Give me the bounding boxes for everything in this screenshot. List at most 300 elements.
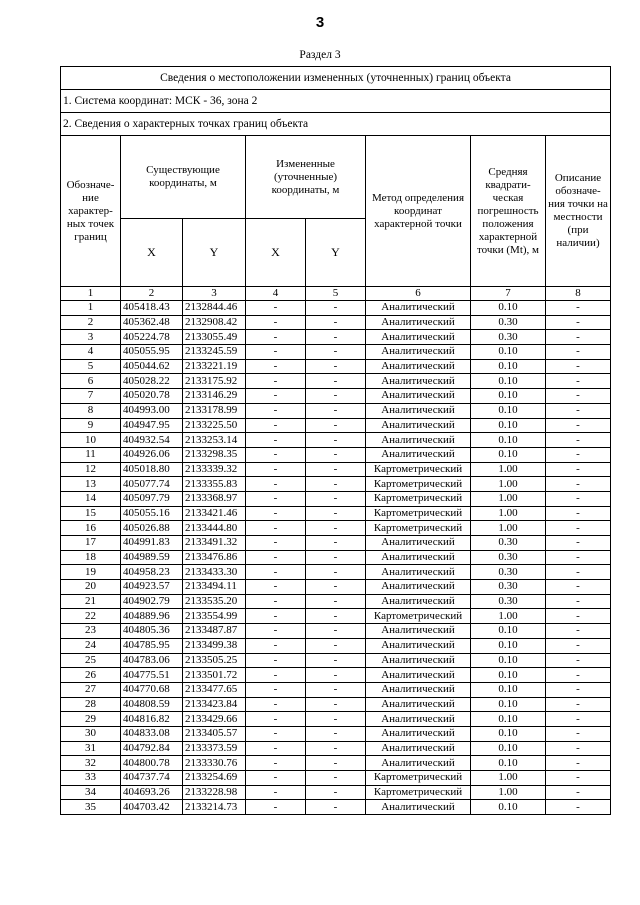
cell-description: - — [546, 521, 611, 536]
cell-point-id: 21 — [61, 594, 121, 609]
header-changed-y: Y — [306, 219, 366, 287]
cell-method: Аналитический — [366, 389, 471, 404]
cell-method: Картометрический — [366, 609, 471, 624]
cell-changed-y: - — [306, 771, 366, 786]
cell-changed-y: - — [306, 491, 366, 506]
cell-existing-x: 404932.54 — [121, 433, 183, 448]
cell-changed-y: - — [306, 447, 366, 462]
cell-changed-x: - — [246, 477, 306, 492]
boundary-points-table — [60, 66, 611, 815]
cell-changed-x: - — [246, 682, 306, 697]
cell-changed-x: - — [246, 697, 306, 712]
cell-existing-y: 2133373.59 — [183, 741, 246, 756]
cell-point-id: 20 — [61, 580, 121, 595]
cell-changed-x: - — [246, 374, 306, 389]
table-row — [61, 594, 611, 609]
cell-changed-y: - — [306, 403, 366, 418]
table-row — [61, 359, 611, 374]
cell-existing-x: 404833.08 — [121, 726, 183, 741]
cell-existing-y: 2133501.72 — [183, 668, 246, 683]
cell-existing-y: 2133421.46 — [183, 506, 246, 521]
cell-changed-y: - — [306, 756, 366, 771]
cell-changed-y: - — [306, 609, 366, 624]
column-number: 8 — [546, 287, 611, 301]
table-row — [61, 374, 611, 389]
cell-point-id: 10 — [61, 433, 121, 448]
cell-method: Аналитический — [366, 726, 471, 741]
cell-method: Аналитический — [366, 756, 471, 771]
cell-existing-y: 2133368.97 — [183, 491, 246, 506]
cell-changed-y: - — [306, 653, 366, 668]
cell-existing-y: 2133429.66 — [183, 712, 246, 727]
cell-point-id: 12 — [61, 462, 121, 477]
cell-existing-x: 405020.78 — [121, 389, 183, 404]
cell-accuracy: 0.10 — [471, 433, 546, 448]
table-row — [61, 315, 611, 330]
cell-description: - — [546, 447, 611, 462]
cell-existing-x: 404792.84 — [121, 741, 183, 756]
cell-description: - — [546, 330, 611, 345]
cell-existing-y: 2133423.84 — [183, 697, 246, 712]
cell-point-id: 15 — [61, 506, 121, 521]
cell-description: - — [546, 771, 611, 786]
cell-existing-x: 404989.59 — [121, 550, 183, 565]
table-row — [61, 756, 611, 771]
cell-accuracy: 0.10 — [471, 301, 546, 316]
cell-existing-y: 2133554.99 — [183, 609, 246, 624]
cell-existing-y: 2132844.46 — [183, 301, 246, 316]
cell-changed-x: - — [246, 741, 306, 756]
cell-description: - — [546, 345, 611, 360]
cell-changed-y: - — [306, 521, 366, 536]
cell-point-id: 28 — [61, 697, 121, 712]
cell-accuracy: 0.10 — [471, 403, 546, 418]
cell-changed-y: - — [306, 433, 366, 448]
cell-description: - — [546, 741, 611, 756]
cell-accuracy: 0.10 — [471, 624, 546, 639]
cell-method: Аналитический — [366, 682, 471, 697]
cell-description: - — [546, 682, 611, 697]
header-existing-y: Y — [183, 219, 246, 287]
table-row — [61, 741, 611, 756]
header-description: Описание обозначе- ния точки на местности (при наличии) — [546, 136, 611, 287]
cell-method: Аналитический — [366, 697, 471, 712]
cell-description: - — [546, 653, 611, 668]
cell-existing-x: 405018.80 — [121, 462, 183, 477]
cell-changed-x: - — [246, 418, 306, 433]
cell-accuracy: 0.10 — [471, 741, 546, 756]
cell-accuracy: 0.10 — [471, 682, 546, 697]
cell-method: Аналитический — [366, 315, 471, 330]
cell-description: - — [546, 594, 611, 609]
cell-accuracy: 0.10 — [471, 418, 546, 433]
cell-existing-y: 2133491.32 — [183, 536, 246, 551]
cell-existing-y: 2133254.69 — [183, 771, 246, 786]
cell-method: Аналитический — [366, 374, 471, 389]
cell-point-id: 23 — [61, 624, 121, 639]
table-title: Сведения о местоположении измененных (уточненных) границ объекта — [61, 67, 611, 90]
cell-accuracy: 1.00 — [471, 771, 546, 786]
cell-point-id: 1 — [61, 301, 121, 316]
cell-accuracy: 0.10 — [471, 374, 546, 389]
table-row — [61, 550, 611, 565]
cell-accuracy: 0.30 — [471, 565, 546, 580]
cell-existing-y: 2133405.57 — [183, 726, 246, 741]
cell-existing-x: 404816.82 — [121, 712, 183, 727]
cell-method: Аналитический — [366, 741, 471, 756]
cell-changed-x: - — [246, 653, 306, 668]
cell-method: Аналитический — [366, 418, 471, 433]
cell-existing-x: 404808.59 — [121, 697, 183, 712]
cell-existing-y: 2133330.76 — [183, 756, 246, 771]
cell-point-id: 5 — [61, 359, 121, 374]
cell-point-id: 34 — [61, 785, 121, 800]
cell-accuracy: 0.10 — [471, 697, 546, 712]
cell-description: - — [546, 374, 611, 389]
cell-existing-x: 404958.23 — [121, 565, 183, 580]
points-heading: 2. Сведения о характерных точках границ объекта — [61, 113, 611, 136]
table-row — [61, 771, 611, 786]
table-row — [61, 521, 611, 536]
cell-changed-x: - — [246, 800, 306, 815]
cell-changed-x: - — [246, 433, 306, 448]
cell-existing-y: 2133253.14 — [183, 433, 246, 448]
header-changed-coordinates: Измененные (уточненные) координаты, м — [246, 136, 366, 219]
cell-changed-x: - — [246, 726, 306, 741]
cell-accuracy: 1.00 — [471, 609, 546, 624]
table-row — [61, 653, 611, 668]
table-row — [61, 506, 611, 521]
cell-method: Аналитический — [366, 536, 471, 551]
cell-accuracy: 0.10 — [471, 668, 546, 683]
cell-existing-y: 2133444.80 — [183, 521, 246, 536]
cell-method: Аналитический — [366, 638, 471, 653]
cell-existing-x: 404703.42 — [121, 800, 183, 815]
cell-description: - — [546, 785, 611, 800]
cell-accuracy: 0.30 — [471, 536, 546, 551]
cell-point-id: 14 — [61, 491, 121, 506]
cell-existing-y: 2133499.38 — [183, 638, 246, 653]
cell-method: Аналитический — [366, 403, 471, 418]
column-number: 3 — [183, 287, 246, 301]
cell-description: - — [546, 536, 611, 551]
cell-method: Аналитический — [366, 447, 471, 462]
cell-existing-x: 404737.74 — [121, 771, 183, 786]
column-number: 2 — [121, 287, 183, 301]
cell-existing-x: 404775.51 — [121, 668, 183, 683]
table-row — [61, 447, 611, 462]
cell-changed-x: - — [246, 624, 306, 639]
cell-changed-y: - — [306, 550, 366, 565]
cell-existing-x: 404923.57 — [121, 580, 183, 595]
cell-existing-y: 2133175.92 — [183, 374, 246, 389]
cell-accuracy: 1.00 — [471, 462, 546, 477]
cell-existing-x: 405055.95 — [121, 345, 183, 360]
cell-changed-y: - — [306, 374, 366, 389]
cell-point-id: 25 — [61, 653, 121, 668]
cell-point-id: 3 — [61, 330, 121, 345]
cell-existing-y: 2133505.25 — [183, 653, 246, 668]
cell-accuracy: 0.30 — [471, 550, 546, 565]
cell-existing-y: 2133245.59 — [183, 345, 246, 360]
cell-existing-y: 2133146.29 — [183, 389, 246, 404]
cell-point-id: 26 — [61, 668, 121, 683]
cell-existing-x: 404889.96 — [121, 609, 183, 624]
cell-changed-y: - — [306, 712, 366, 727]
cell-accuracy: 1.00 — [471, 491, 546, 506]
cell-changed-x: - — [246, 521, 306, 536]
cell-existing-y: 2132908.42 — [183, 315, 246, 330]
cell-changed-y: - — [306, 580, 366, 595]
cell-existing-y: 2133477.65 — [183, 682, 246, 697]
cell-changed-x: - — [246, 565, 306, 580]
table-row — [61, 668, 611, 683]
cell-accuracy: 0.10 — [471, 756, 546, 771]
cell-point-id: 22 — [61, 609, 121, 624]
cell-changed-y: - — [306, 682, 366, 697]
table-row — [61, 609, 611, 624]
cell-changed-y: - — [306, 594, 366, 609]
cell-description: - — [546, 756, 611, 771]
table-row — [61, 433, 611, 448]
coordinate-system: 1. Система координат: МСК - 36, зона 2 — [61, 90, 611, 113]
cell-method: Аналитический — [366, 565, 471, 580]
cell-description: - — [546, 624, 611, 639]
cell-existing-y: 2133494.11 — [183, 580, 246, 595]
cell-point-id: 17 — [61, 536, 121, 551]
cell-existing-x: 405028.22 — [121, 374, 183, 389]
cell-existing-x: 404926.06 — [121, 447, 183, 462]
cell-changed-y: - — [306, 726, 366, 741]
cell-point-id: 2 — [61, 315, 121, 330]
cell-changed-x: - — [246, 389, 306, 404]
cell-method: Аналитический — [366, 345, 471, 360]
cell-point-id: 32 — [61, 756, 121, 771]
cell-method: Аналитический — [366, 594, 471, 609]
cell-changed-x: - — [246, 550, 306, 565]
cell-method: Картометрический — [366, 521, 471, 536]
cell-changed-x: - — [246, 609, 306, 624]
cell-method: Картометрический — [366, 462, 471, 477]
cell-changed-y: - — [306, 389, 366, 404]
cell-description: - — [546, 550, 611, 565]
header-accuracy: Средняя квадрати- ческая погрешность положения характерной точки (Mt), м — [471, 136, 546, 287]
cell-accuracy: 0.30 — [471, 580, 546, 595]
cell-description: - — [546, 433, 611, 448]
cell-changed-x: - — [246, 771, 306, 786]
cell-changed-x: - — [246, 785, 306, 800]
cell-changed-y: - — [306, 315, 366, 330]
cell-changed-y: - — [306, 638, 366, 653]
table-row — [61, 697, 611, 712]
cell-changed-x: - — [246, 638, 306, 653]
cell-changed-x: - — [246, 462, 306, 477]
cell-existing-x: 404800.78 — [121, 756, 183, 771]
cell-description: - — [546, 609, 611, 624]
cell-changed-x: - — [246, 491, 306, 506]
cell-description: - — [546, 697, 611, 712]
cell-changed-y: - — [306, 345, 366, 360]
cell-method: Картометрический — [366, 477, 471, 492]
cell-existing-x: 404947.95 — [121, 418, 183, 433]
cell-description: - — [546, 389, 611, 404]
cell-method: Картометрический — [366, 771, 471, 786]
header-method: Метод определения координат характерной точки — [366, 136, 471, 287]
cell-point-id: 4 — [61, 345, 121, 360]
cell-point-id: 18 — [61, 550, 121, 565]
cell-changed-x: - — [246, 403, 306, 418]
cell-changed-x: - — [246, 301, 306, 316]
cell-changed-x: - — [246, 330, 306, 345]
table-row — [61, 491, 611, 506]
cell-accuracy: 0.10 — [471, 653, 546, 668]
cell-changed-y: - — [306, 506, 366, 521]
cell-method: Аналитический — [366, 624, 471, 639]
cell-changed-y: - — [306, 359, 366, 374]
cell-changed-y: - — [306, 330, 366, 345]
cell-accuracy: 0.30 — [471, 594, 546, 609]
table-row — [61, 477, 611, 492]
cell-point-id: 33 — [61, 771, 121, 786]
cell-existing-x: 404770.68 — [121, 682, 183, 697]
table-row — [61, 345, 611, 360]
cell-point-id: 7 — [61, 389, 121, 404]
cell-description: - — [546, 712, 611, 727]
cell-method: Картометрический — [366, 785, 471, 800]
cell-existing-y: 2133225.50 — [183, 418, 246, 433]
cell-changed-y: - — [306, 418, 366, 433]
cell-existing-x: 405097.79 — [121, 491, 183, 506]
cell-point-id: 11 — [61, 447, 121, 462]
cell-existing-y: 2133228.98 — [183, 785, 246, 800]
column-number: 5 — [306, 287, 366, 301]
cell-changed-y: - — [306, 668, 366, 683]
table-row — [61, 418, 611, 433]
cell-changed-y: - — [306, 741, 366, 756]
cell-existing-y: 2133339.32 — [183, 462, 246, 477]
table-row — [61, 638, 611, 653]
cell-method: Аналитический — [366, 800, 471, 815]
cell-accuracy: 1.00 — [471, 506, 546, 521]
cell-description: - — [546, 403, 611, 418]
cell-existing-x: 404785.95 — [121, 638, 183, 653]
cell-changed-x: - — [246, 756, 306, 771]
cell-description: - — [546, 506, 611, 521]
column-number: 1 — [61, 287, 121, 301]
cell-changed-x: - — [246, 536, 306, 551]
cell-existing-y: 2133214.73 — [183, 800, 246, 815]
column-number: 6 — [366, 287, 471, 301]
cell-existing-x: 405026.88 — [121, 521, 183, 536]
table-row — [61, 800, 611, 815]
cell-existing-x: 405077.74 — [121, 477, 183, 492]
header-point-designation: Обозначе- ние характер- ных точек границ — [61, 136, 121, 287]
cell-description: - — [546, 418, 611, 433]
cell-accuracy: 1.00 — [471, 785, 546, 800]
cell-accuracy: 0.10 — [471, 389, 546, 404]
cell-accuracy: 0.30 — [471, 315, 546, 330]
cell-description: - — [546, 565, 611, 580]
cell-existing-x: 404805.36 — [121, 624, 183, 639]
cell-existing-y: 2133433.30 — [183, 565, 246, 580]
cell-changed-y: - — [306, 565, 366, 580]
cell-description: - — [546, 726, 611, 741]
cell-accuracy: 0.10 — [471, 800, 546, 815]
cell-existing-x: 405044.62 — [121, 359, 183, 374]
column-number: 7 — [471, 287, 546, 301]
cell-point-id: 35 — [61, 800, 121, 815]
table-row — [61, 726, 611, 741]
cell-changed-x: - — [246, 315, 306, 330]
cell-point-id: 30 — [61, 726, 121, 741]
cell-method: Аналитический — [366, 653, 471, 668]
page-number: 3 — [315, 14, 325, 31]
cell-point-id: 19 — [61, 565, 121, 580]
table-row — [61, 624, 611, 639]
cell-method: Картометрический — [366, 491, 471, 506]
cell-existing-x: 405224.78 — [121, 330, 183, 345]
table-row — [61, 712, 611, 727]
cell-existing-y: 2133221.19 — [183, 359, 246, 374]
cell-method: Аналитический — [366, 330, 471, 345]
cell-existing-x: 405362.48 — [121, 315, 183, 330]
cell-changed-x: - — [246, 594, 306, 609]
table-row — [61, 301, 611, 316]
cell-accuracy: 0.10 — [471, 359, 546, 374]
header-existing-coordinates: Существующие координаты, м — [121, 136, 246, 219]
cell-method: Аналитический — [366, 550, 471, 565]
cell-existing-x: 405418.43 — [121, 301, 183, 316]
cell-existing-y: 2133476.86 — [183, 550, 246, 565]
cell-changed-x: - — [246, 345, 306, 360]
cell-changed-y: - — [306, 624, 366, 639]
cell-point-id: 9 — [61, 418, 121, 433]
cell-description: - — [546, 580, 611, 595]
table-row — [61, 580, 611, 595]
cell-accuracy: 1.00 — [471, 521, 546, 536]
cell-method: Аналитический — [366, 580, 471, 595]
cell-description: - — [546, 477, 611, 492]
table-row — [61, 565, 611, 580]
table-row — [61, 536, 611, 551]
cell-changed-y: - — [306, 301, 366, 316]
cell-accuracy: 0.10 — [471, 638, 546, 653]
cell-changed-x: - — [246, 712, 306, 727]
header-changed-x: X — [246, 219, 306, 287]
cell-changed-y: - — [306, 800, 366, 815]
cell-method: Картометрический — [366, 506, 471, 521]
cell-existing-y: 2133355.83 — [183, 477, 246, 492]
cell-changed-x: - — [246, 580, 306, 595]
cell-changed-x: - — [246, 668, 306, 683]
column-number-row — [61, 287, 611, 301]
cell-existing-x: 404993.00 — [121, 403, 183, 418]
cell-method: Аналитический — [366, 359, 471, 374]
cell-description: - — [546, 668, 611, 683]
cell-point-id: 13 — [61, 477, 121, 492]
cell-changed-y: - — [306, 477, 366, 492]
cell-point-id: 8 — [61, 403, 121, 418]
cell-point-id: 27 — [61, 682, 121, 697]
cell-changed-x: - — [246, 359, 306, 374]
cell-existing-x: 404902.79 — [121, 594, 183, 609]
cell-point-id: 29 — [61, 712, 121, 727]
cell-description: - — [546, 315, 611, 330]
cell-accuracy: 0.10 — [471, 345, 546, 360]
table-row — [61, 389, 611, 404]
cell-existing-x: 404693.26 — [121, 785, 183, 800]
cell-existing-y: 2133178.99 — [183, 403, 246, 418]
